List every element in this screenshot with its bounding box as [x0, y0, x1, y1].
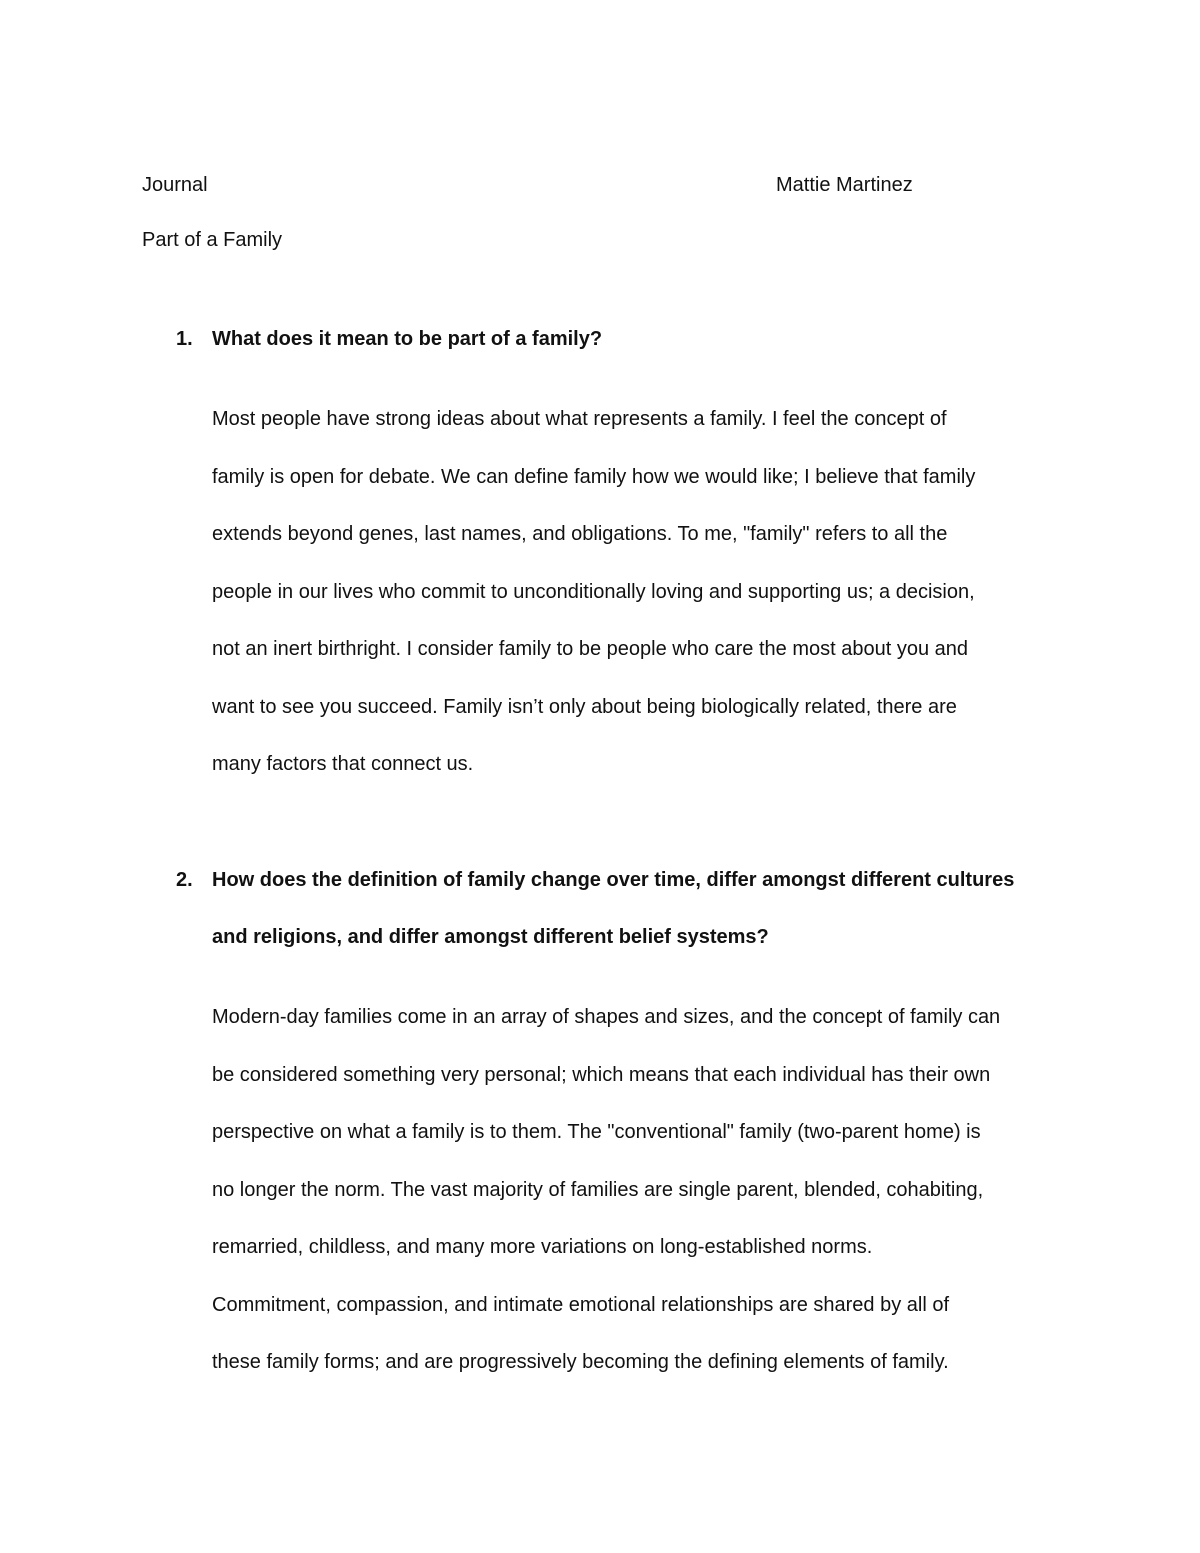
question-1-number: 1.	[176, 328, 193, 350]
document-subtitle: Part of a Family	[142, 229, 283, 251]
answer-2-line: remarried, childless, and many more variations on long-established norms.	[212, 1236, 873, 1258]
header-author-name: Mattie Martinez	[776, 174, 913, 196]
answer-2-line: Modern-day families come in an array of shapes and sizes, and the concept of family can	[212, 1006, 1001, 1028]
answer-2-line: these family forms; and are progressively becoming the defining elements of family.	[212, 1351, 949, 1373]
question-1-text: What does it mean to be part of a family?	[212, 328, 603, 350]
question-2-text: and religions, and differ amongst different belief systems?	[212, 926, 769, 948]
question-2-number: 2.	[176, 869, 193, 891]
header-journal-label: Journal	[142, 174, 208, 196]
answer-2-line: be considered something very personal; which means that each individual has their own	[212, 1064, 991, 1086]
answer-1-line: extends beyond genes, last names, and obligations. To me, "family" refers to all the	[212, 523, 948, 545]
answer-1-line: Most people have strong ideas about what represents a family. I feel the concept of	[212, 408, 947, 430]
answer-2-line: no longer the norm. The vast majority of families are single parent, blended, cohabiting,	[212, 1179, 984, 1201]
answer-1-line: many factors that connect us.	[212, 753, 474, 775]
answer-2-line: Commitment, compassion, and intimate emotional relationships are shared by all of	[212, 1294, 950, 1316]
question-2-text: How does the definition of family change over time, differ amongst different cultures	[212, 869, 1015, 891]
answer-1-line: want to see you succeed. Family isn’t only about being biologically related, there are	[212, 696, 957, 718]
answer-1-line: family is open for debate. We can define family how we would like; I believe that family	[212, 466, 976, 488]
answer-1-line: not an inert birthright. I consider family to be people who care the most about you and	[212, 638, 968, 660]
answer-2-line: perspective on what a family is to them. The "conventional" family (two-parent home) is	[212, 1121, 981, 1143]
answer-1-line: people in our lives who commit to unconditionally loving and supporting us; a decision,	[212, 581, 975, 603]
